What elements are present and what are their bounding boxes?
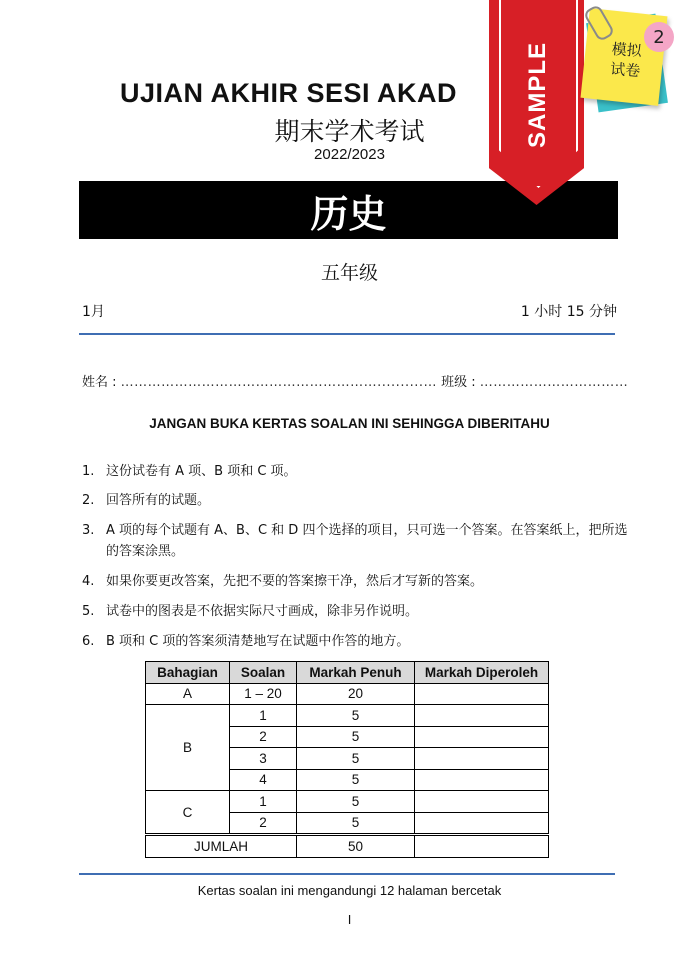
divider-top (79, 333, 615, 335)
question-number: 1 (230, 791, 297, 813)
total-obtained-cell (415, 835, 549, 858)
section-label: A (146, 683, 230, 705)
exam-month: 1月 (82, 304, 105, 320)
total-marks: 50 (297, 835, 415, 858)
section-label: C (146, 791, 230, 835)
question-number: 2 (230, 726, 297, 748)
section-label: B (146, 705, 230, 791)
full-marks: 5 (297, 791, 415, 813)
sticky-note-line2: 试卷 (609, 59, 641, 81)
header-markah-diperoleh: Markah Diperoleh (415, 662, 549, 684)
question-number: 2 (230, 812, 297, 835)
sample-text: SAMPLE (523, 41, 551, 149)
question-range: 1 – 20 (230, 683, 297, 705)
instruction-item: 3. A 项的每个试题有 A、B、C 和 D 四个选择的项目，只可选一个答案。在答案纸上，把所选的答案涂黑。 (82, 523, 628, 559)
exam-title: UJIAN AKHIR SESI AKAD (120, 78, 458, 108)
marks-obtained-cell (415, 726, 549, 748)
header-soalan: Soalan (230, 662, 297, 684)
subject-title: 历史 (310, 191, 387, 236)
name-class-line (82, 371, 628, 390)
marks-obtained-cell (415, 791, 549, 813)
total-row (146, 835, 549, 858)
question-number: 3 (230, 748, 297, 770)
instruction-item: 4. 如果你要更改答案，先把不要的答案擦干净，然后才写新的答案。 (82, 574, 484, 589)
full-marks: 5 (297, 705, 415, 727)
class-blank: …………………………… (479, 375, 629, 390)
class-label: 班级 : (441, 375, 476, 390)
name-label: 姓名 : (82, 375, 117, 390)
exam-duration: 1 小时 15 分钟 (520, 304, 617, 320)
page-number: I (347, 912, 352, 927)
marks-obtained-cell (415, 769, 549, 791)
grade-label: 五年级 (320, 262, 378, 284)
full-marks: 5 (297, 726, 415, 748)
total-label: JUMLAH (146, 835, 297, 858)
marks-obtained-cell (415, 683, 549, 705)
header-markah-penuh: Markah Penuh (297, 662, 415, 684)
instruction-item: 1. 这份试卷有 A 项、B 项和 C 项。 (82, 464, 297, 479)
divider-bottom (79, 873, 615, 875)
full-marks: 5 (297, 769, 415, 791)
header-bahagian: Bahagian (146, 662, 230, 684)
table-row (146, 683, 549, 705)
table-header-row (146, 662, 549, 684)
full-marks: 5 (297, 812, 415, 835)
table-row (146, 705, 549, 727)
question-number: 4 (230, 769, 297, 791)
table-row (146, 791, 549, 813)
full-marks: 5 (297, 748, 415, 770)
question-number: 1 (230, 705, 297, 727)
page-count-note: Kertas soalan ini mengandungi 12 halaman bercetak (197, 883, 502, 898)
marks-obtained-cell (415, 705, 549, 727)
marks-table (145, 661, 549, 858)
warning-notice: JANGAN BUKA KERTAS SOALAN INI SEHINGGA DIBERITAHU (149, 416, 550, 431)
marks-obtained-cell (415, 812, 549, 835)
sticky-note-line1: 模拟 (611, 39, 643, 61)
instruction-item: 6. B 项和 C 项的答案须清楚地写在试题中作答的地方。 (82, 634, 410, 649)
name-blank: …………………………………………………..........… (120, 375, 437, 390)
instruction-item: 5. 试卷中的图表是不依据实际尺寸画成，除非另作说明。 (82, 604, 419, 619)
instruction-item: 2. 回答所有的试题。 (82, 493, 211, 508)
full-marks: 20 (297, 683, 415, 705)
sticky-number-badge: 2 (644, 22, 674, 52)
exam-year: 2022/2023 (314, 146, 385, 163)
sample-ribbon-label (490, 40, 585, 150)
exam-title-chinese: 期末学术考试 (274, 117, 425, 146)
marks-obtained-cell (415, 748, 549, 770)
